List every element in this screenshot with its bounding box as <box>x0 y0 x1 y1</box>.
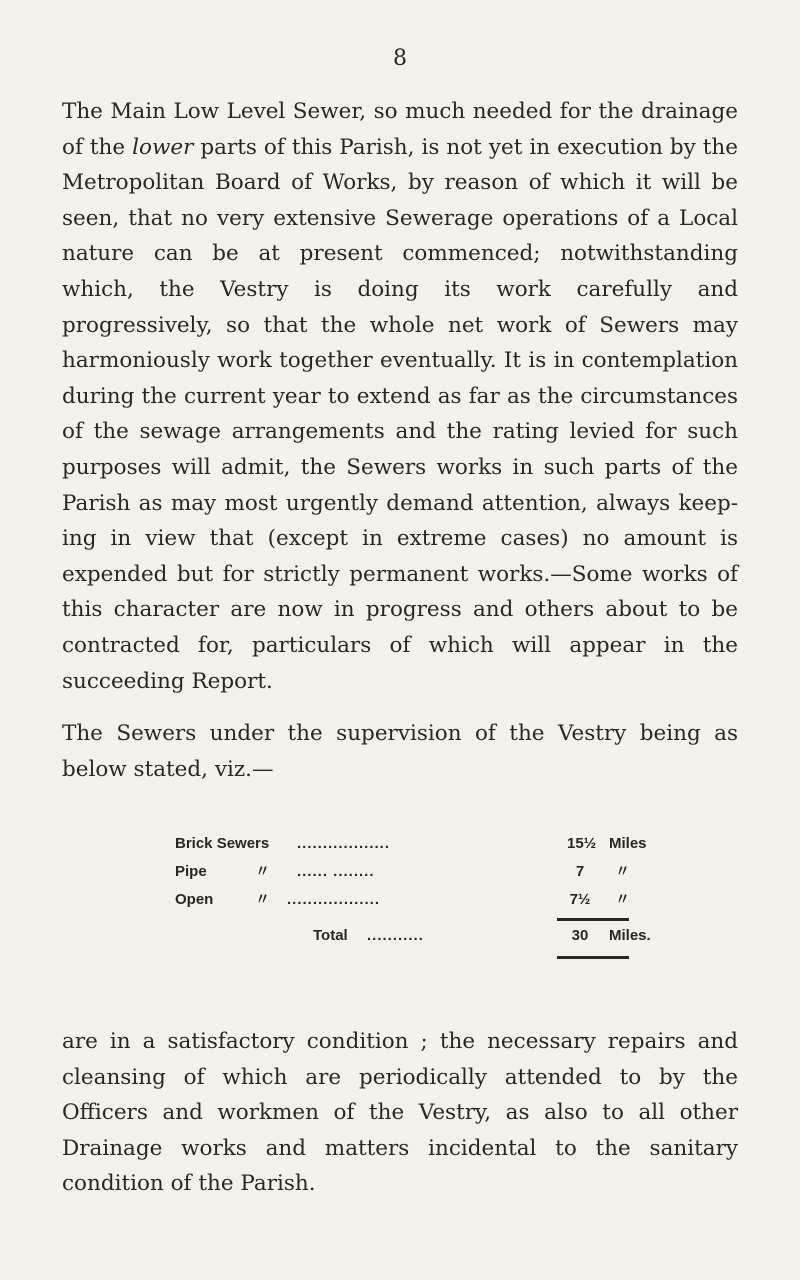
total-value: 30 <box>571 927 589 944</box>
row-label-open: Open <box>175 891 214 908</box>
total-unit: Miles. <box>609 927 651 944</box>
sum-rule <box>557 918 629 921</box>
intro-text-end: parts of this Parish, is not yet in execution by the Metropolitan Board of Works, by reason of which it will be seen, that no very extensive Sewerage operations of a Local nature can be at present commenced; notwithstanding which, the Vestry is doing its work carefully and progressively, so that the whole net work of Sewers may harmoniously work together eventually. It is in contemplation during the current year to extend as far as the circumstances of the sewage arrangements and the rating levied for such purposes will admit, the Sewers works in such parts of the Parish as may most urgently demand attention, always keeping in view that (except in extreme cases) no amount is expended but for strictly permanent works.—Some works of this character are now in progress and others about to be contracted for, particulars of which will appear in the succeeding Report. <box>62 134 738 694</box>
row-label-pipe: Pipe <box>175 863 207 880</box>
total-rule <box>557 956 629 959</box>
leader-dots: ...... ........ <box>297 863 375 880</box>
row-unit-open: 〃 <box>615 891 631 908</box>
ditto-mark: 〃 <box>255 863 271 880</box>
table-row-total <box>175 922 651 950</box>
leader-dots: .................. <box>287 891 381 908</box>
row-unit-brick: Miles <box>609 835 647 852</box>
row-value-brick: 15½ <box>567 835 597 852</box>
row-value-open: 7½ <box>569 891 591 908</box>
total-label: Total <box>313 927 348 944</box>
condition-paragraph: are in a satisfactory condition ; the necessary repairs and cleansing of which are periodically attended to by the Officers and workmen of the Vestry, as also to all other Drainage works and matters incidental to the sanitary condition of the Parish. <box>62 1029 738 1197</box>
row-value-pipe: 7 <box>575 863 585 880</box>
table-row-pipe <box>175 858 645 886</box>
table-row-brick <box>175 830 645 858</box>
leader-dots: .................. <box>297 835 391 852</box>
table-row-open <box>175 886 645 914</box>
sewers-intro-paragraph: The Sewers under the supervision of the Vestry being as below stated, viz.— <box>62 721 738 782</box>
intro-italic-word: lower <box>132 134 194 160</box>
leader-dots: ........... <box>367 927 424 944</box>
intro-paragraph <box>62 94 738 699</box>
page-number: 8 <box>393 46 407 71</box>
row-unit-pipe: 〃 <box>615 863 631 880</box>
row-label-brick: Brick Sewers <box>175 835 270 852</box>
intro-text-start: The Main Low Level Sewer, so much needed for the drainage of the <box>62 99 738 160</box>
sewers-table <box>175 830 651 950</box>
ditto-mark: 〃 <box>255 891 271 908</box>
